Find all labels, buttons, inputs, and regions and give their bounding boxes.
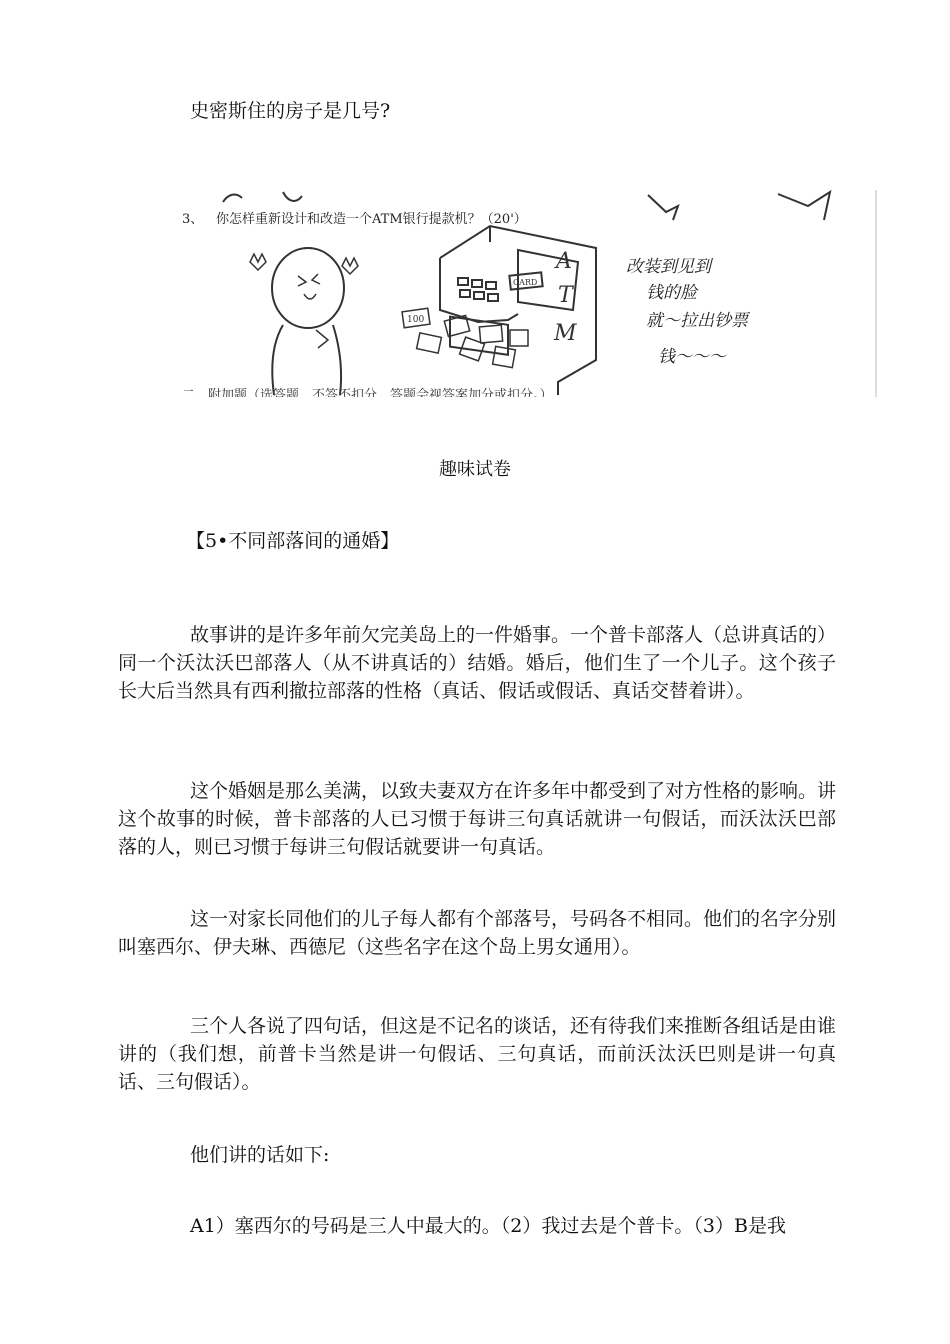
atm-drawing [118,190,878,397]
paragraph-6: A1）塞西尔的号码是三人中最大的。（2）我过去是个普卡。（3）B是我 [190,1215,786,1237]
figure-item-number: 3、 [182,212,204,227]
handwriting-line-4: 钱～～～ [658,347,726,367]
bill-label: 100 [407,315,425,325]
handwriting-line-2: 钱的脸 [646,283,697,303]
atm-card-label: CARD [513,278,538,287]
atm-letter-m: M [554,321,577,346]
paragraph-1: 故事讲的是许多年前欠完美岛上的一件婚事。一个普卡部落人（总讲真话的）同一个沃汰沃巴部落人（从不讲真话的）结婚。婚后，他们生了一个儿子。这个孩子长大后当然具有西利撤拉部落的性格（真话、假话或假话、真话交替着讲）。 [118,624,837,702]
paragraph-3: 这一对家长同他们的儿子每人都有个部落号，号码各不相同。他们的名字分别叫塞西尔、伊夫琳、西德尼（这些名字在这个岛上男女通用）。 [118,908,837,958]
atm-letter-a: A [556,249,572,274]
atm-letter-t: T [558,283,573,308]
paragraph-5: 他们讲的话如下: [190,1144,330,1166]
section-heading: 【5•不同部落间的通婚】 [186,530,400,552]
handwriting-line-1: 改装到见到 [626,257,711,277]
paragraph-2: 这个婚姻是那么美满，以致夫妻双方在许多年中都受到了对方性格的影响。讲这个故事的时候，普卡部落的人已习惯于每讲三句真话就讲一句假话，而沃汰沃巴部落的人，则已习惯于每讲三句假话就要讲一句真话。 [118,780,837,858]
handwriting-line-3: 就～拉出钞票 [646,311,748,331]
exam-sketch-image [118,190,878,397]
paragraph-4: 三个人各说了四句话，但这是不记名的谈话，还有待我们来推断各组话是由谁讲的（我们想，前普卡当然是讲一句假话、三句真话，而前沃汰沃巴则是讲一句真话、三句假话）。 [118,1015,837,1093]
figure-bottom-cut-text: 二、附加题（选答题，不答不扣分，答题会视答案加分或扣分。） [182,388,553,397]
figure-caption: 趣味试卷 [439,459,511,480]
figure-question: 你怎样重新设计和改造一个ATM银行提款机？（20'） [216,212,527,227]
question-text: 史密斯住的房子是几号? [190,100,391,122]
